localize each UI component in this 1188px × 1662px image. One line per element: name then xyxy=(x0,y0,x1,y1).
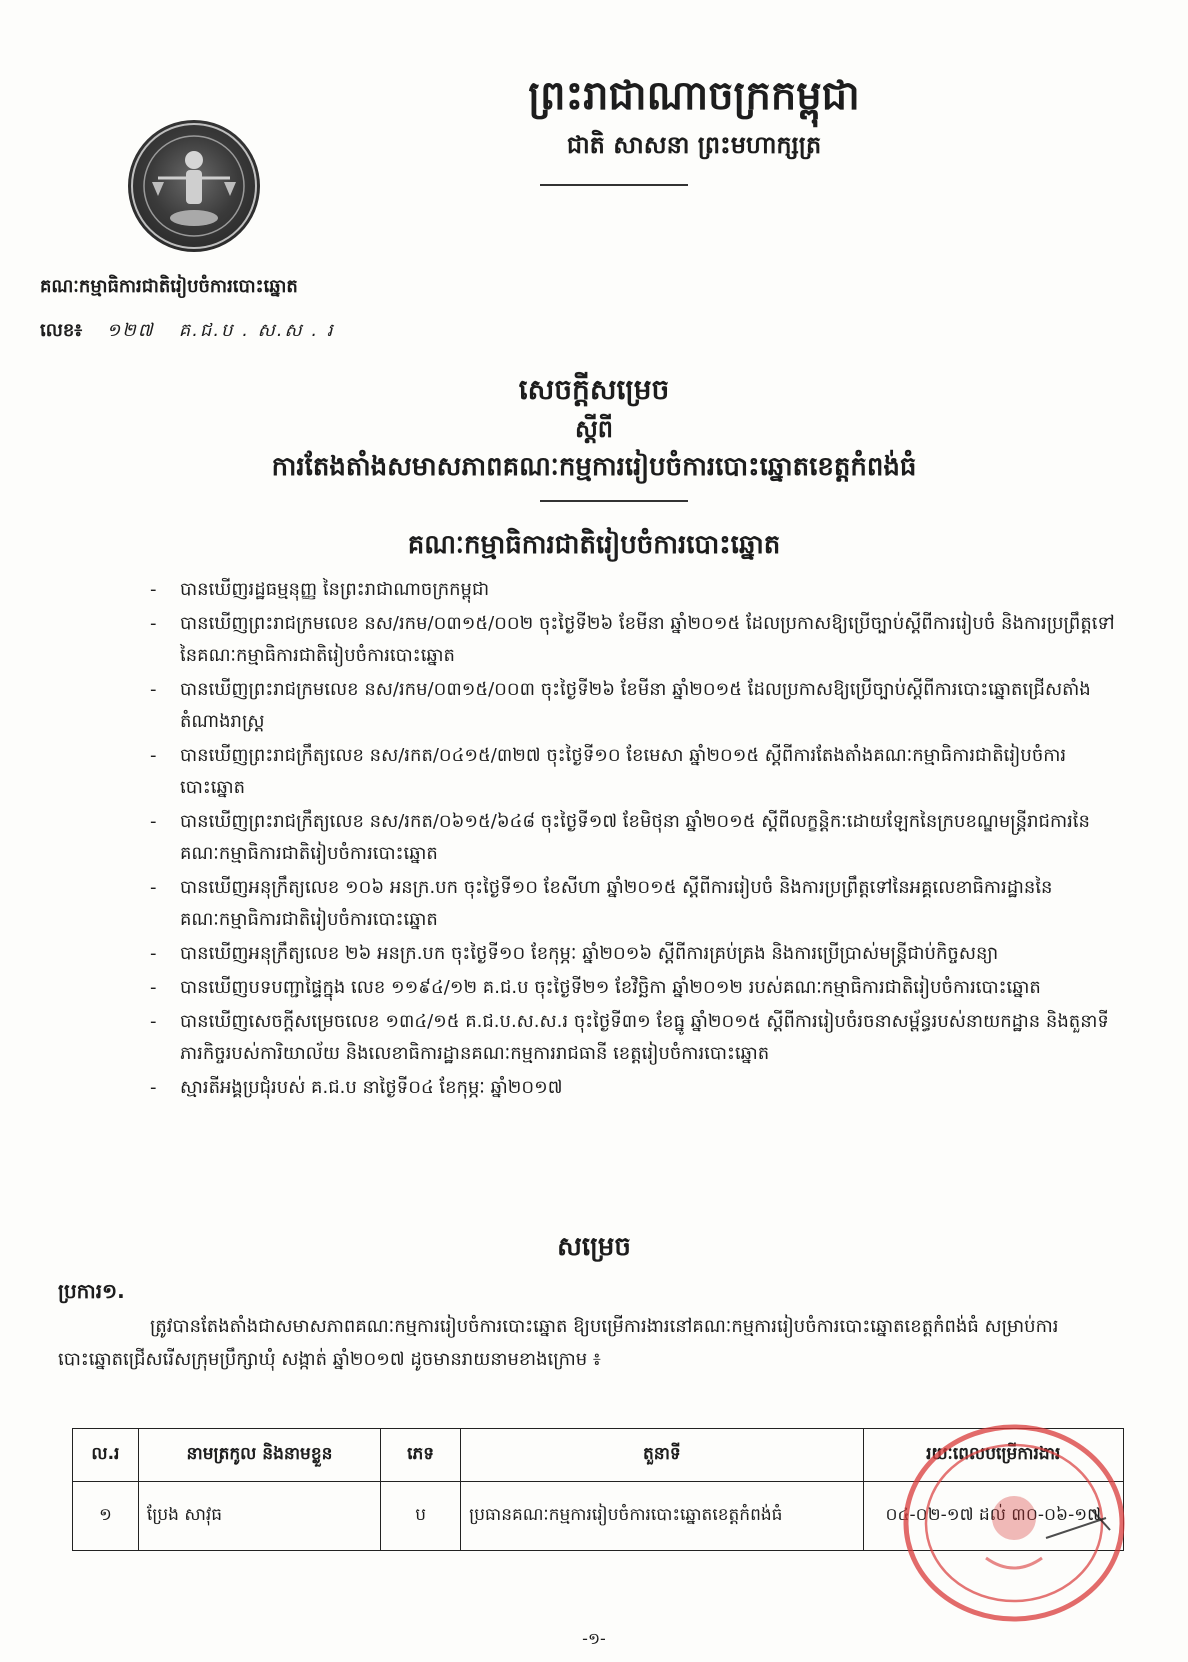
list-item: - បានឃើញព្រះរាជក្រឹត្យលេខ នស/រកត/០៤១៥/៣២៧ ចុះថ្ងៃទី១០ ខែមេសា ឆ្នាំ២០១៥ ស្តីពីការតែងតាំងគណៈកម្មាធិការជាតិរៀបចំការបោះឆ្នោត xyxy=(150,745,1067,798)
reference-label: លេខ៖ xyxy=(40,320,83,341)
list-item: - បានឃើញអនុក្រឹត្យលេខ ១០៦ អនក្រ.បក ចុះថ្ងៃទី១០ ខែសីហា ឆ្នាំ២០១៥ ស្តីពីការរៀបចំ និងការប្រព្រឹត្តទៅនៃអគ្គលេខាធិការដ្ឋាននៃគណៈកម្មាធិការជាតិរៀបចំការបោះឆ្នោត xyxy=(150,877,1053,930)
reference-number: ១២៧ xyxy=(106,320,155,341)
national-motto: ជាតិ សាសនា ព្រះមហាក្សត្រ xyxy=(566,131,822,159)
list-item: - បានឃើញព្រះរាជក្រមលេខ នស/រកម/០៣១៥/០០២ ចុះថ្ងៃទី២៦ ខែមីនា ឆ្នាំ២០១៥ ដែលប្រកាសឱ្យប្រើច្បាប់ស្តីពីការរៀបចំ និងការប្រព្រឹត្តទៅនៃគណៈកម្មាធិការជាតិរៀបចំការបោះឆ្នោត xyxy=(150,613,1115,666)
article-text: ត្រូវបានតែងតាំងជាសមាសភាពគណៈកម្មការរៀបចំការបោះឆ្នោត ឱ្យបម្រើការងារនៅគណៈកម្មការរៀបចំការបោះឆ្នោតខេត្តកំពង់ធំ សម្រាប់ការបោះឆ្នោតជ្រើសរើសក្រុមប្រឹក្សាឃុំ សង្កាត់ ឆ្នាំ២០១៧ ដូចមានរាយនាមខាងក្រោម ៖ xyxy=(58,1316,1059,1370)
col-header-term: រយៈពេលបម្រើការងារ xyxy=(863,1429,1123,1482)
cell-no: ១ xyxy=(73,1482,139,1551)
cell-term: ០៤-០២-១៧ ដល់ ៣០-០៦-១៧ xyxy=(863,1482,1123,1551)
list-item: - បានឃើញព្រះរាជក្រឹត្យលេខ នស/រកត/០៦១៥/៦៤៨ ចុះថ្ងៃទី១៧ ខែមិថុនា ឆ្នាំ២០១៥ ស្តីពីលក្ខន្តិកៈដោយឡែកនៃក្របខណ្ឌមន្ត្រីរាជការនៃគណៈកម្មាធិការជាតិរៀបចំការបោះឆ្នោត xyxy=(150,811,1090,864)
list-item: - បានឃើញបទបញ្ជាផ្ទៃក្នុង លេខ ១១៩៤/១២ គ.ជ.ប ចុះថ្ងៃទី២១ ខែវិច្ឆិកា ឆ្នាំ២០១២ របស់គណៈកម្មាធិការជាតិរៀបចំការបោះឆ្នោត xyxy=(150,977,1041,998)
col-header-no: ល.រ xyxy=(73,1429,139,1482)
ornament-divider xyxy=(540,500,688,502)
reference-line xyxy=(40,318,335,345)
kingdom-heading: ព្រះរាជាណាចក្រកម្ពុជា xyxy=(528,73,860,119)
nec-seal-icon xyxy=(128,120,260,252)
decides-heading: សម្រេច xyxy=(557,1232,631,1262)
cell-name: ប្រែង សាវុធ xyxy=(138,1482,380,1551)
list-item: - បានឃើញរដ្ឋធម្មនុញ្ញ នៃព្រះរាជាណាចក្រកម្ពុជា xyxy=(150,579,490,600)
page-number: -១- xyxy=(582,1629,606,1648)
col-header-role: តួនាទី xyxy=(461,1429,863,1482)
decision-subject: ការតែងតាំងសមាសភាពគណៈកម្មការរៀបចំការបោះឆ្នោតខេត្តកំពង់ធំ xyxy=(271,452,917,482)
official-stamp-icon xyxy=(896,1418,1132,1628)
list-item: - បានឃើញសេចក្តីសម្រេចលេខ ១៣៤/១៥ គ.ជ.ប.ស.ស.រ ចុះថ្ងៃទី៣១ ខែធ្នូ ឆ្នាំ២០១៥ ស្តីពីការរៀបចំរចនាសម្ព័ន្ធរបស់នាយកដ្ឋាន និងតួនាទី ភារកិច្ចរបស់ការិយាល័យ និងលេខាធិការដ្ឋានគណៈកម្មការរាជធានី ខេត្តរៀបចំការបោះឆ្នោត xyxy=(150,1011,1109,1064)
cell-sex: ប xyxy=(381,1482,461,1551)
cell-role: ប្រធានគណៈកម្មការរៀបចំការបោះឆ្នោតខេត្តកំពង់ធំ xyxy=(461,1482,863,1551)
issuer-name: គណៈកម្មាធិការជាតិរៀបចំការបោះឆ្នោត xyxy=(40,276,298,297)
col-header-sex: ភេទ xyxy=(381,1429,461,1482)
list-item: - បានឃើញអនុក្រឹត្យលេខ ២៦ អនក្រ.បក ចុះថ្ងៃទី១០ ខែកុម្ភៈ ឆ្នាំ២០១៦ ស្តីពីការគ្រប់គ្រង និងការប្រើប្រាស់មន្ត្រីជាប់កិច្ចសន្យា xyxy=(150,943,999,964)
list-item: - ស្មារតីអង្គប្រជុំរបស់ គ.ជ.ប នាថ្ងៃទី០៤ ខែកុម្ភៈ ឆ្នាំ២០១៧ xyxy=(150,1077,563,1098)
article-label: ប្រការ១. xyxy=(58,1279,125,1303)
reference-code: គ.ជ.ប . ស.ស . រ xyxy=(178,320,335,341)
col-header-name: នាមត្រកូល និងនាមខ្លួន xyxy=(138,1429,380,1482)
considerations-list xyxy=(150,574,1116,1106)
list-item: - បានឃើញព្រះរាជក្រមលេខ នស/រកម/០៣១៥/០០៣ ចុះថ្ងៃទី២៦ ខែមីនា ឆ្នាំ២០១៥ ដែលប្រកាសឱ្យប្រើច្បាប់ស្តីពីការបោះឆ្នោតជ្រើសតាំងតំណាងរាស្ត្រ xyxy=(150,679,1091,732)
ornament-divider xyxy=(540,184,688,186)
decision-about: ស្តីពី xyxy=(574,415,614,443)
committee-heading: គណៈកម្មាធិការជាតិរៀបចំការបោះឆ្នោត xyxy=(407,530,781,560)
decision-title: សេចក្តីសម្រេច xyxy=(518,373,670,406)
